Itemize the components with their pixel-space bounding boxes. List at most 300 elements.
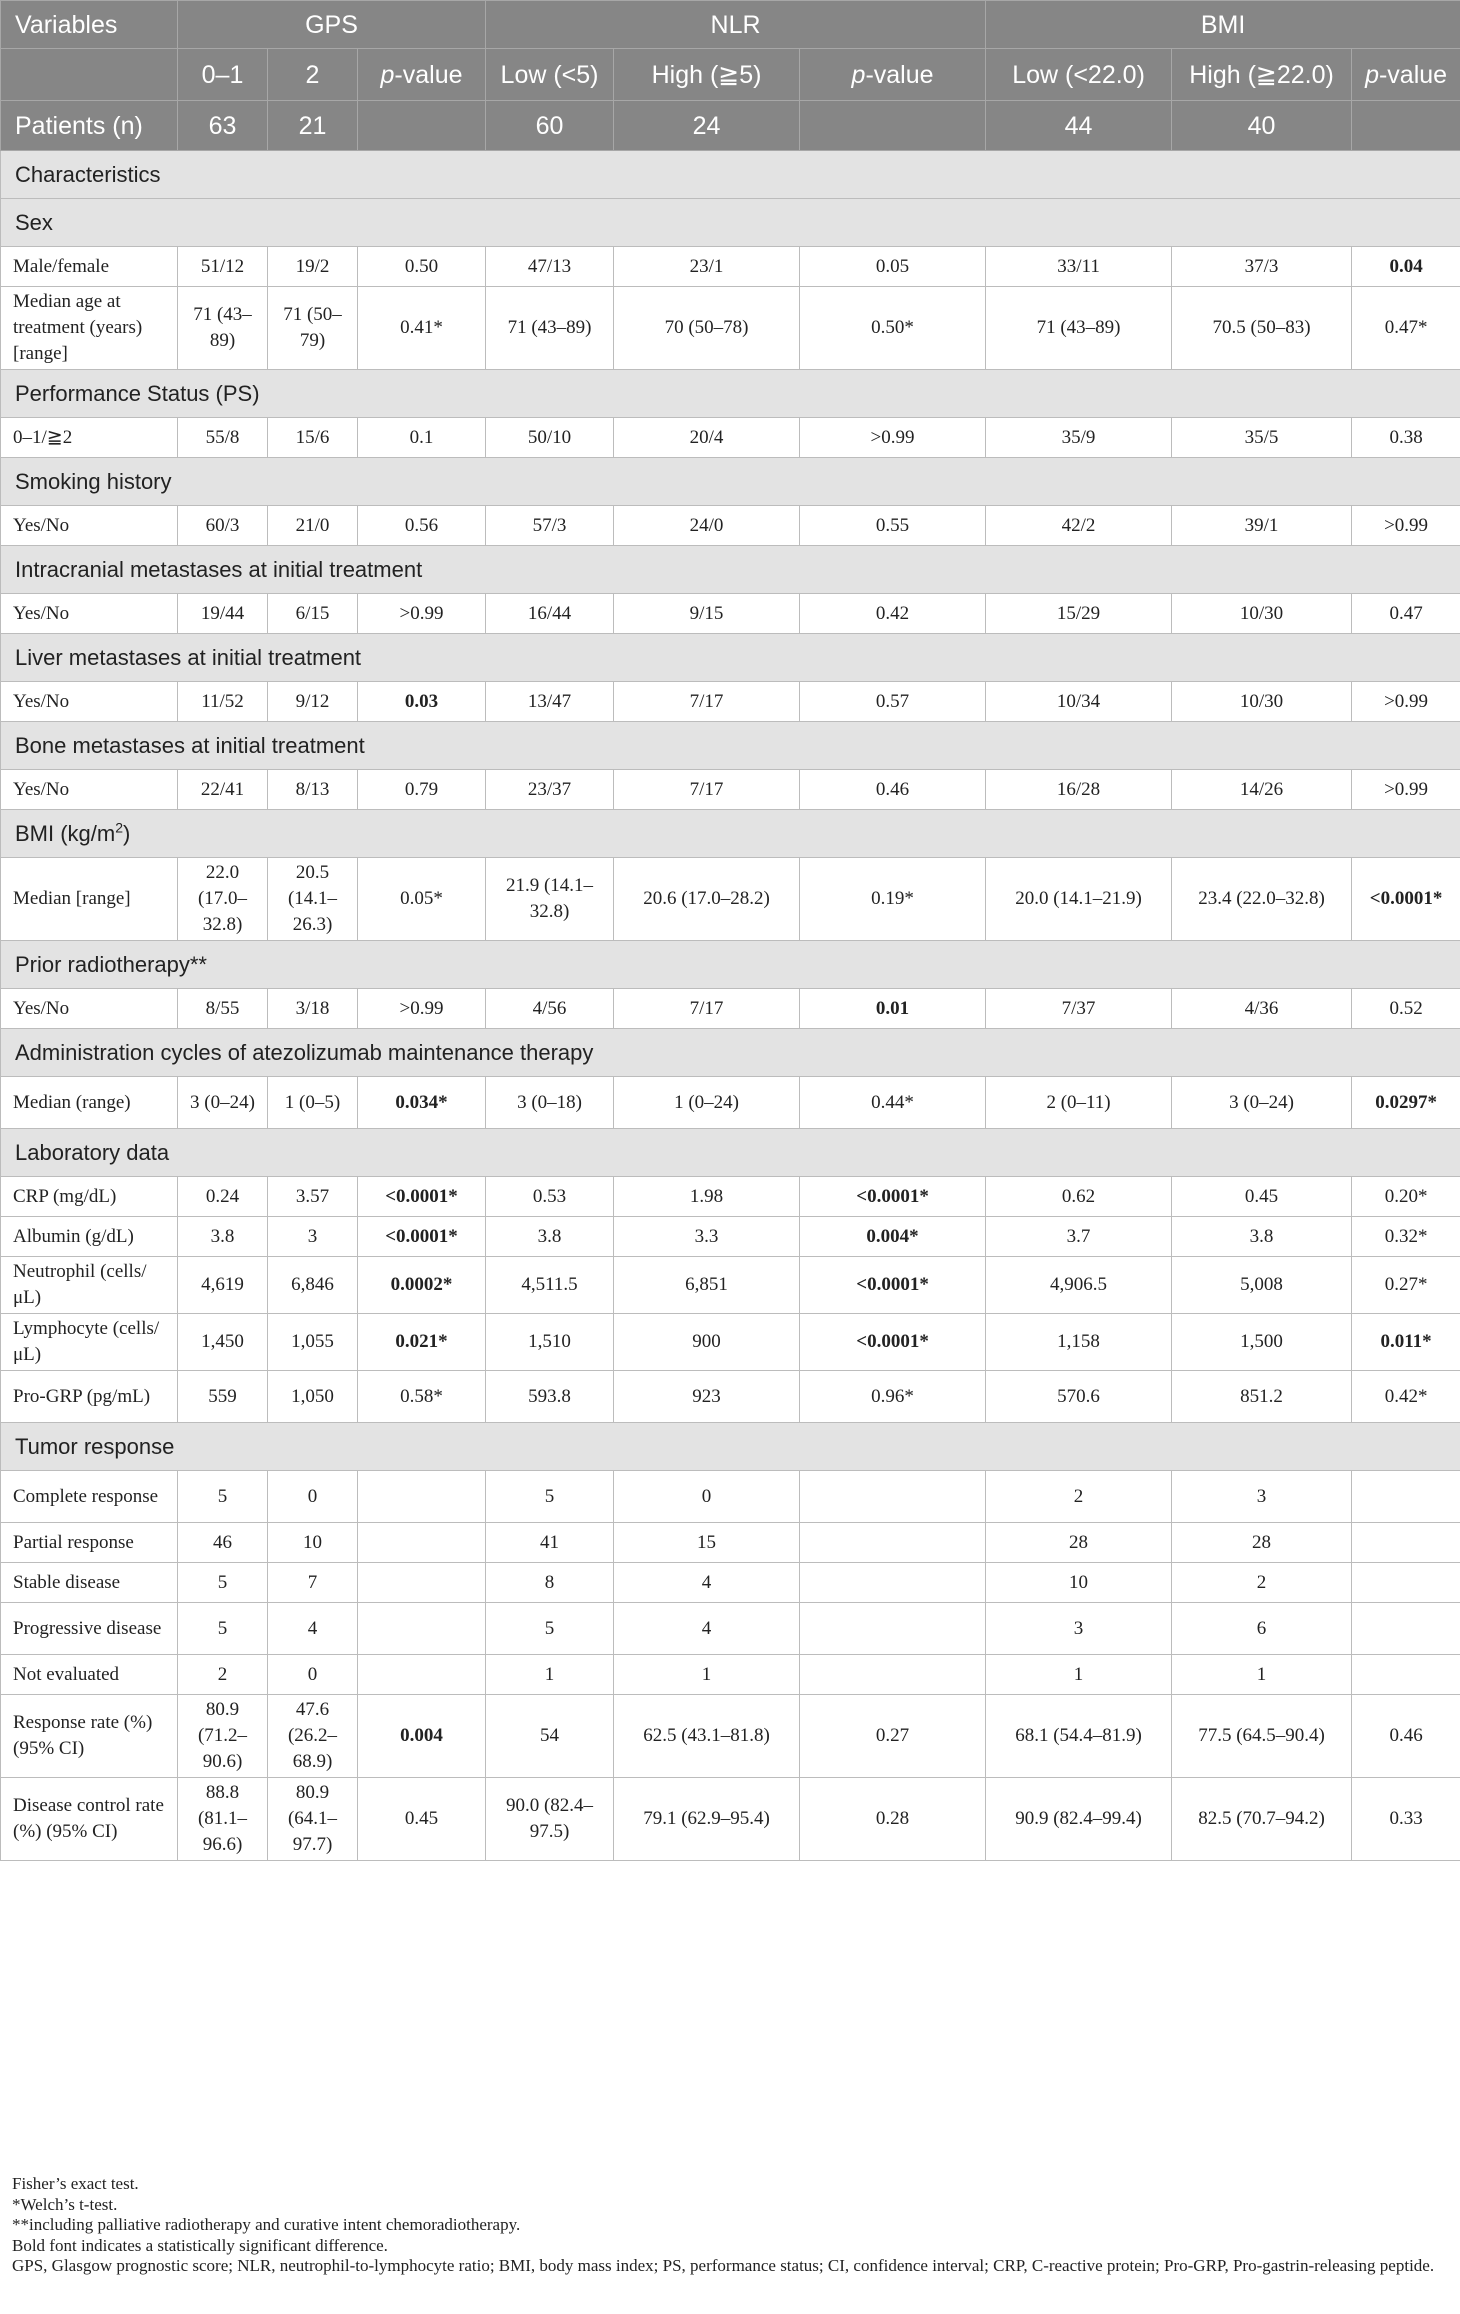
gps-low-cell: 5 bbox=[178, 1471, 268, 1523]
gps-high-cell: 1 (0–5) bbox=[268, 1077, 358, 1129]
nlr-high-cell: 24/0 bbox=[614, 506, 800, 546]
bmi-high-cell: 1 bbox=[1172, 1655, 1352, 1695]
table-row bbox=[1, 594, 1460, 634]
nlr-high-cell: 7/17 bbox=[614, 989, 800, 1029]
gps-p-value-cell bbox=[358, 1655, 486, 1695]
gps-p-value-cell: 0.58* bbox=[358, 1371, 486, 1423]
nlr-p-value-cell: 0.19* bbox=[800, 858, 986, 941]
nlr-p-value-header bbox=[800, 49, 986, 101]
row-label: Stable disease bbox=[1, 1563, 178, 1603]
gps-low-cell: 46 bbox=[178, 1523, 268, 1563]
gps-p-value-cell bbox=[358, 1563, 486, 1603]
nlr-low-cell: 1,510 bbox=[486, 1314, 614, 1371]
bmi-low-cell: 3 bbox=[986, 1603, 1172, 1655]
nlr-low-header: Low (<5) bbox=[486, 49, 614, 101]
row-label: Lymphocyte (cells/μL) bbox=[1, 1314, 178, 1371]
bmi-low-cell: 7/37 bbox=[986, 989, 1172, 1029]
gps-p-value-cell: 0.41* bbox=[358, 287, 486, 370]
gps-p-value-cell: 0.0002* bbox=[358, 1257, 486, 1314]
nlr-p-value-cell bbox=[800, 1603, 986, 1655]
p-italic: p bbox=[380, 60, 395, 89]
blank-header-cell bbox=[1, 49, 178, 101]
p-rest: -value bbox=[865, 60, 934, 89]
nlr-p-value-cell: 0.28 bbox=[800, 1778, 986, 1861]
section-title bbox=[1, 722, 1460, 770]
patients-bmi-low: 44 bbox=[986, 101, 1172, 151]
nlr-low-cell: 13/47 bbox=[486, 682, 614, 722]
row-label: Yes/No bbox=[1, 989, 178, 1029]
bmi-low-header: Low (<22.0) bbox=[986, 49, 1172, 101]
bmi-high-cell: 851.2 bbox=[1172, 1371, 1352, 1423]
bmi-p-value-cell: 0.33 bbox=[1352, 1778, 1460, 1861]
table-row bbox=[1, 1778, 1460, 1861]
gps-p-value-cell: <0.0001* bbox=[358, 1217, 486, 1257]
bmi-p-value-cell: >0.99 bbox=[1352, 682, 1460, 722]
gps-low-cell: 5 bbox=[178, 1603, 268, 1655]
gps-low-cell: 11/52 bbox=[178, 682, 268, 722]
bmi-high-cell: 35/5 bbox=[1172, 418, 1352, 458]
gps-p-value-cell: 0.004 bbox=[358, 1695, 486, 1778]
row-label: Complete response bbox=[1, 1471, 178, 1523]
row-label: Yes/No bbox=[1, 506, 178, 546]
nlr-high-cell: 70 (50–78) bbox=[614, 287, 800, 370]
bmi-p-value-cell bbox=[1352, 1523, 1460, 1563]
table-row bbox=[1, 1314, 1460, 1371]
section-title bbox=[1, 151, 1460, 199]
bmi-p-value-cell: 0.42* bbox=[1352, 1371, 1460, 1423]
gps-p-value-cell: 0.1 bbox=[358, 418, 486, 458]
section-title bbox=[1, 941, 1460, 989]
nlr-low-cell: 47/13 bbox=[486, 247, 614, 287]
nlr-p-value-cell: 0.96* bbox=[800, 1371, 986, 1423]
gps-high-cell: 80.9 (64.1–97.7) bbox=[268, 1778, 358, 1861]
patients-gps-low: 63 bbox=[178, 101, 268, 151]
bmi-p-value-cell: >0.99 bbox=[1352, 770, 1460, 810]
bmi-p-value-cell: <0.0001* bbox=[1352, 858, 1460, 941]
gps-high-cell: 6,846 bbox=[268, 1257, 358, 1314]
section-title bbox=[1, 199, 1460, 247]
nlr-p-value-cell: 0.46 bbox=[800, 770, 986, 810]
nlr-p-value-cell: <0.0001* bbox=[800, 1257, 986, 1314]
gps-high-cell: 15/6 bbox=[268, 418, 358, 458]
gps-low-cell: 2 bbox=[178, 1655, 268, 1695]
bmi-high-cell: 39/1 bbox=[1172, 506, 1352, 546]
table-row bbox=[1, 770, 1460, 810]
nlr-p-value-cell: 0.05 bbox=[800, 247, 986, 287]
table-row bbox=[1, 1695, 1460, 1778]
nlr-p-value-cell: 0.44* bbox=[800, 1077, 986, 1129]
section-row bbox=[1, 151, 1460, 199]
section-title-text: Characteristics bbox=[15, 161, 161, 187]
section-title-text: Laboratory data bbox=[15, 1139, 170, 1165]
nlr-high-cell: 23/1 bbox=[614, 247, 800, 287]
nlr-high-cell: 1 bbox=[614, 1655, 800, 1695]
row-label: Disease control rate (%) (95% CI) bbox=[1, 1778, 178, 1861]
row-label: Pro-GRP (pg/mL) bbox=[1, 1371, 178, 1423]
gps-low-cell: 22/41 bbox=[178, 770, 268, 810]
bmi-low-cell: 71 (43–89) bbox=[986, 287, 1172, 370]
nlr-low-cell: 23/37 bbox=[486, 770, 614, 810]
table-row bbox=[1, 1523, 1460, 1563]
bmi-high-cell: 3 (0–24) bbox=[1172, 1077, 1352, 1129]
bmi-high-cell: 6 bbox=[1172, 1603, 1352, 1655]
nlr-p-value-cell: 0.57 bbox=[800, 682, 986, 722]
gps-low-cell: 3 (0–24) bbox=[178, 1077, 268, 1129]
bmi-p-value-header bbox=[1352, 49, 1460, 101]
nlr-high-cell: 0 bbox=[614, 1471, 800, 1523]
nlr-high-cell: 900 bbox=[614, 1314, 800, 1371]
table-footnotes bbox=[12, 2174, 1452, 2277]
bmi-low-cell: 570.6 bbox=[986, 1371, 1172, 1423]
gps-high-cell: 3.57 bbox=[268, 1177, 358, 1217]
bmi-high-cell: 10/30 bbox=[1172, 682, 1352, 722]
gps-p-value-cell: <0.0001* bbox=[358, 1177, 486, 1217]
section-row bbox=[1, 1029, 1460, 1077]
gps-low-cell: 60/3 bbox=[178, 506, 268, 546]
nlr-low-cell: 4,511.5 bbox=[486, 1257, 614, 1314]
p-italic: p bbox=[1365, 60, 1379, 89]
bmi-p-value-cell: 0.38 bbox=[1352, 418, 1460, 458]
bmi-low-cell: 4,906.5 bbox=[986, 1257, 1172, 1314]
bmi-high-cell: 28 bbox=[1172, 1523, 1352, 1563]
variables-header: Variables bbox=[1, 1, 178, 49]
section-title bbox=[1, 634, 1460, 682]
gps-p-value-cell: 0.021* bbox=[358, 1314, 486, 1371]
gps-low-cell: 22.0 (17.0–32.8) bbox=[178, 858, 268, 941]
section-title bbox=[1, 370, 1460, 418]
bmi-p-value-cell: 0.0297* bbox=[1352, 1077, 1460, 1129]
section-title-text: Tumor response bbox=[15, 1433, 175, 1459]
gps-high-cell: 4 bbox=[268, 1603, 358, 1655]
nlr-p-value-cell bbox=[800, 1655, 986, 1695]
gps-p-value-cell: 0.05* bbox=[358, 858, 486, 941]
nlr-low-cell: 5 bbox=[486, 1603, 614, 1655]
footnote: Fisher’s exact test. bbox=[12, 2174, 139, 2193]
table-row bbox=[1, 1603, 1460, 1655]
bmi-low-cell: 2 bbox=[986, 1471, 1172, 1523]
section-title bbox=[1, 1423, 1460, 1471]
gps-high-cell: 1,055 bbox=[268, 1314, 358, 1371]
gps-low-cell: 559 bbox=[178, 1371, 268, 1423]
gps-low-cell: 55/8 bbox=[178, 418, 268, 458]
nlr-p-value-cell: 0.01 bbox=[800, 989, 986, 1029]
nlr-low-cell: 593.8 bbox=[486, 1371, 614, 1423]
patients-label: Patients (n) bbox=[1, 101, 178, 151]
section-row bbox=[1, 1129, 1460, 1177]
section-title bbox=[1, 1129, 1460, 1177]
section-row bbox=[1, 199, 1460, 247]
patients-gps-p bbox=[358, 101, 486, 151]
header-group-row bbox=[1, 1, 1460, 49]
nlr-high-cell: 1 (0–24) bbox=[614, 1077, 800, 1129]
section-row bbox=[1, 458, 1460, 506]
patients-nlr-p bbox=[800, 101, 986, 151]
gps-high-cell: 47.6 (26.2–68.9) bbox=[268, 1695, 358, 1778]
nlr-high-cell: 1.98 bbox=[614, 1177, 800, 1217]
row-label: Median (range) bbox=[1, 1077, 178, 1129]
table-row bbox=[1, 1177, 1460, 1217]
nlr-low-cell: 57/3 bbox=[486, 506, 614, 546]
gps-high-cell: 71 (50–79) bbox=[268, 287, 358, 370]
bmi-low-cell: 2 (0–11) bbox=[986, 1077, 1172, 1129]
gps-p-value-cell: >0.99 bbox=[358, 989, 486, 1029]
nlr-p-value-cell: <0.0001* bbox=[800, 1177, 986, 1217]
row-label: Progressive disease bbox=[1, 1603, 178, 1655]
bmi-p-value-cell: 0.47 bbox=[1352, 594, 1460, 634]
bmi-p-value-cell: 0.04 bbox=[1352, 247, 1460, 287]
bmi-p-value-cell: >0.99 bbox=[1352, 506, 1460, 546]
bmi-high-cell: 3 bbox=[1172, 1471, 1352, 1523]
bmi-low-cell: 42/2 bbox=[986, 506, 1172, 546]
row-label: 0–1/≧2 bbox=[1, 418, 178, 458]
nlr-group-header: NLR bbox=[486, 1, 986, 49]
nlr-low-cell: 90.0 (82.4–97.5) bbox=[486, 1778, 614, 1861]
gps-p-value-cell: >0.99 bbox=[358, 594, 486, 634]
gps-p-value-cell bbox=[358, 1603, 486, 1655]
nlr-high-cell: 7/17 bbox=[614, 770, 800, 810]
table-row bbox=[1, 1371, 1460, 1423]
bmi-low-cell: 90.9 (82.4–99.4) bbox=[986, 1778, 1172, 1861]
section-title-text: Intracranial metastases at initial treatment bbox=[15, 556, 423, 582]
bmi-high-cell: 2 bbox=[1172, 1563, 1352, 1603]
gps-low-header: 0–1 bbox=[178, 49, 268, 101]
table-row bbox=[1, 418, 1460, 458]
patients-nlr-high: 24 bbox=[614, 101, 800, 151]
nlr-high-header: High (≧5) bbox=[614, 49, 800, 101]
bmi-p-value-cell bbox=[1352, 1563, 1460, 1603]
bmi-high-cell: 0.45 bbox=[1172, 1177, 1352, 1217]
bmi-low-cell: 35/9 bbox=[986, 418, 1172, 458]
section-title-text: Smoking history bbox=[15, 468, 172, 494]
gps-p-value-cell: 0.45 bbox=[358, 1778, 486, 1861]
nlr-low-cell: 3 (0–18) bbox=[486, 1077, 614, 1129]
footnote: Bold font indicates a statistically significant difference. bbox=[12, 2235, 388, 2255]
table-row bbox=[1, 1257, 1460, 1314]
patients-bmi-high: 40 bbox=[1172, 101, 1352, 151]
nlr-p-value-cell: 0.50* bbox=[800, 287, 986, 370]
bmi-high-cell: 70.5 (50–83) bbox=[1172, 287, 1352, 370]
bmi-low-cell: 15/29 bbox=[986, 594, 1172, 634]
row-label: Median [range] bbox=[1, 858, 178, 941]
table-row bbox=[1, 1563, 1460, 1603]
gps-low-cell: 71 (43–89) bbox=[178, 287, 268, 370]
table-row bbox=[1, 1077, 1460, 1129]
bmi-low-cell: 10 bbox=[986, 1563, 1172, 1603]
section-title-text: Performance Status (PS) bbox=[15, 380, 260, 406]
bmi-group-header: BMI bbox=[986, 1, 1460, 49]
nlr-high-cell: 79.1 (62.9–95.4) bbox=[614, 1778, 800, 1861]
nlr-low-cell: 54 bbox=[486, 1695, 614, 1778]
bmi-low-cell: 1,158 bbox=[986, 1314, 1172, 1371]
gps-high-cell: 3 bbox=[268, 1217, 358, 1257]
gps-low-cell: 3.8 bbox=[178, 1217, 268, 1257]
gps-high-cell: 1,050 bbox=[268, 1371, 358, 1423]
section-title-text: Bone metastases at initial treatment bbox=[15, 732, 365, 758]
nlr-low-cell: 0.53 bbox=[486, 1177, 614, 1217]
bmi-low-cell: 33/11 bbox=[986, 247, 1172, 287]
row-label: Yes/No bbox=[1, 770, 178, 810]
gps-high-cell: 6/15 bbox=[268, 594, 358, 634]
gps-high-cell: 0 bbox=[268, 1471, 358, 1523]
gps-high-cell: 21/0 bbox=[268, 506, 358, 546]
section-row bbox=[1, 1423, 1460, 1471]
gps-low-cell: 80.9 (71.2–90.6) bbox=[178, 1695, 268, 1778]
bmi-p-value-cell: 0.27* bbox=[1352, 1257, 1460, 1314]
footnote: **including palliative radiotherapy and curative intent chemoradiotherapy. bbox=[12, 2215, 521, 2234]
section-row bbox=[1, 722, 1460, 770]
nlr-low-cell: 1 bbox=[486, 1655, 614, 1695]
bmi-p-value-cell bbox=[1352, 1603, 1460, 1655]
bmi-p-value-cell: 0.20* bbox=[1352, 1177, 1460, 1217]
gps-high-cell: 8/13 bbox=[268, 770, 358, 810]
nlr-low-cell: 3.8 bbox=[486, 1217, 614, 1257]
nlr-low-cell: 5 bbox=[486, 1471, 614, 1523]
gps-low-cell: 0.24 bbox=[178, 1177, 268, 1217]
row-label: Neutrophil (cells/μL) bbox=[1, 1257, 178, 1314]
gps-high-cell: 3/18 bbox=[268, 989, 358, 1029]
nlr-high-cell: 3.3 bbox=[614, 1217, 800, 1257]
section-row bbox=[1, 810, 1460, 858]
section-title-text: Prior radiotherapy** bbox=[15, 951, 207, 977]
nlr-high-cell: 7/17 bbox=[614, 682, 800, 722]
nlr-p-value-cell: <0.0001* bbox=[800, 1314, 986, 1371]
nlr-low-cell: 41 bbox=[486, 1523, 614, 1563]
bmi-p-value-cell: 0.47* bbox=[1352, 287, 1460, 370]
bmi-high-cell: 14/26 bbox=[1172, 770, 1352, 810]
gps-high-cell: 19/2 bbox=[268, 247, 358, 287]
bmi-low-cell: 0.62 bbox=[986, 1177, 1172, 1217]
gps-p-value-cell: 0.50 bbox=[358, 247, 486, 287]
nlr-p-value-cell: 0.55 bbox=[800, 506, 986, 546]
nlr-high-cell: 20.6 (17.0–28.2) bbox=[614, 858, 800, 941]
bmi-p-value-cell bbox=[1352, 1471, 1460, 1523]
p-rest: -value bbox=[1378, 60, 1448, 89]
nlr-low-cell: 4/56 bbox=[486, 989, 614, 1029]
row-label: Partial response bbox=[1, 1523, 178, 1563]
nlr-p-value-cell: 0.42 bbox=[800, 594, 986, 634]
bmi-high-cell: 4/36 bbox=[1172, 989, 1352, 1029]
gps-low-cell: 88.8 (81.1–96.6) bbox=[178, 1778, 268, 1861]
section-row bbox=[1, 634, 1460, 682]
section-title-text: Sex bbox=[15, 209, 53, 235]
gps-high-cell: 20.5 (14.1–26.3) bbox=[268, 858, 358, 941]
gps-low-cell: 5 bbox=[178, 1563, 268, 1603]
bmi-high-cell: 82.5 (70.7–94.2) bbox=[1172, 1778, 1352, 1861]
section-row bbox=[1, 546, 1460, 594]
nlr-low-cell: 21.9 (14.1–32.8) bbox=[486, 858, 614, 941]
bmi-low-cell: 16/28 bbox=[986, 770, 1172, 810]
bmi-p-value-cell bbox=[1352, 1655, 1460, 1695]
patients-row bbox=[1, 101, 1460, 151]
bmi-p-value-cell: 0.32* bbox=[1352, 1217, 1460, 1257]
nlr-low-cell: 71 (43–89) bbox=[486, 287, 614, 370]
bmi-low-cell: 10/34 bbox=[986, 682, 1172, 722]
footnote: *Welch’s t-test. bbox=[12, 2194, 118, 2214]
gps-high-cell: 0 bbox=[268, 1655, 358, 1695]
gps-p-value-cell bbox=[358, 1471, 486, 1523]
gps-high-cell: 9/12 bbox=[268, 682, 358, 722]
table-row bbox=[1, 858, 1460, 941]
section-title-text: Liver metastases at initial treatment bbox=[15, 644, 362, 670]
bmi-p-value-cell: 0.011* bbox=[1352, 1314, 1460, 1371]
nlr-p-value-cell: 0.27 bbox=[800, 1695, 986, 1778]
bmi-low-cell: 1 bbox=[986, 1655, 1172, 1695]
patients-bmi-p bbox=[1352, 101, 1460, 151]
gps-p-value-header bbox=[358, 49, 486, 101]
row-label: Response rate (%) (95% CI) bbox=[1, 1695, 178, 1778]
row-label: Median age at treatment (years) [range] bbox=[1, 287, 178, 370]
table-row bbox=[1, 1471, 1460, 1523]
section-title bbox=[1, 810, 1460, 858]
gps-p-value-cell: 0.03 bbox=[358, 682, 486, 722]
nlr-high-cell: 4 bbox=[614, 1603, 800, 1655]
bmi-high-cell: 23.4 (22.0–32.8) bbox=[1172, 858, 1352, 941]
row-label: Yes/No bbox=[1, 682, 178, 722]
nlr-high-cell: 4 bbox=[614, 1563, 800, 1603]
footnote: GPS, Glasgow prognostic score; NLR, neutrophil-to-lymphocyte ratio; BMI, body mass index; PS, performance status; CI, confidence interval; CRP, C-reactive protein; Pro-GRP, Pro-gastrin-releasing peptide. bbox=[12, 2256, 1435, 2275]
gps-low-cell: 1,450 bbox=[178, 1314, 268, 1371]
nlr-high-cell: 9/15 bbox=[614, 594, 800, 634]
nlr-high-cell: 15 bbox=[614, 1523, 800, 1563]
table-row bbox=[1, 506, 1460, 546]
gps-p-value-cell: 0.79 bbox=[358, 770, 486, 810]
row-label: Not evaluated bbox=[1, 1655, 178, 1695]
section-title-suffix: ) bbox=[123, 820, 131, 846]
bmi-low-cell: 28 bbox=[986, 1523, 1172, 1563]
row-label: Male/female bbox=[1, 247, 178, 287]
row-label: CRP (mg/dL) bbox=[1, 1177, 178, 1217]
nlr-p-value-cell bbox=[800, 1563, 986, 1603]
table-row bbox=[1, 989, 1460, 1029]
section-title-text: BMI (kg/m bbox=[15, 820, 116, 846]
gps-p-value-cell bbox=[358, 1523, 486, 1563]
section-title bbox=[1, 458, 1460, 506]
section-row bbox=[1, 941, 1460, 989]
gps-group-header: GPS bbox=[178, 1, 486, 49]
row-label: Yes/No bbox=[1, 594, 178, 634]
bmi-low-cell: 68.1 (54.4–81.9) bbox=[986, 1695, 1172, 1778]
nlr-low-cell: 50/10 bbox=[486, 418, 614, 458]
section-title-superscript: 2 bbox=[115, 819, 124, 836]
bmi-high-cell: 10/30 bbox=[1172, 594, 1352, 634]
gps-low-cell: 19/44 bbox=[178, 594, 268, 634]
nlr-low-cell: 8 bbox=[486, 1563, 614, 1603]
nlr-high-cell: 6,851 bbox=[614, 1257, 800, 1314]
nlr-p-value-cell: 0.004* bbox=[800, 1217, 986, 1257]
bmi-high-cell: 1,500 bbox=[1172, 1314, 1352, 1371]
gps-high-header: 2 bbox=[268, 49, 358, 101]
section-title bbox=[1, 1029, 1460, 1077]
table-row bbox=[1, 682, 1460, 722]
gps-high-cell: 10 bbox=[268, 1523, 358, 1563]
gps-low-cell: 4,619 bbox=[178, 1257, 268, 1314]
bmi-p-value-cell: 0.52 bbox=[1352, 989, 1460, 1029]
section-title-text: Administration cycles of atezolizumab maintenance therapy bbox=[15, 1039, 594, 1065]
p-italic: p bbox=[851, 60, 866, 89]
nlr-high-cell: 62.5 (43.1–81.8) bbox=[614, 1695, 800, 1778]
table-row bbox=[1, 247, 1460, 287]
nlr-p-value-cell bbox=[800, 1523, 986, 1563]
bmi-high-cell: 77.5 (64.5–90.4) bbox=[1172, 1695, 1352, 1778]
table-row bbox=[1, 1217, 1460, 1257]
bmi-high-cell: 3.8 bbox=[1172, 1217, 1352, 1257]
table-row bbox=[1, 287, 1460, 370]
section-title bbox=[1, 546, 1460, 594]
gps-high-cell: 7 bbox=[268, 1563, 358, 1603]
bmi-high-cell: 37/3 bbox=[1172, 247, 1352, 287]
patients-gps-high: 21 bbox=[268, 101, 358, 151]
gps-low-cell: 8/55 bbox=[178, 989, 268, 1029]
